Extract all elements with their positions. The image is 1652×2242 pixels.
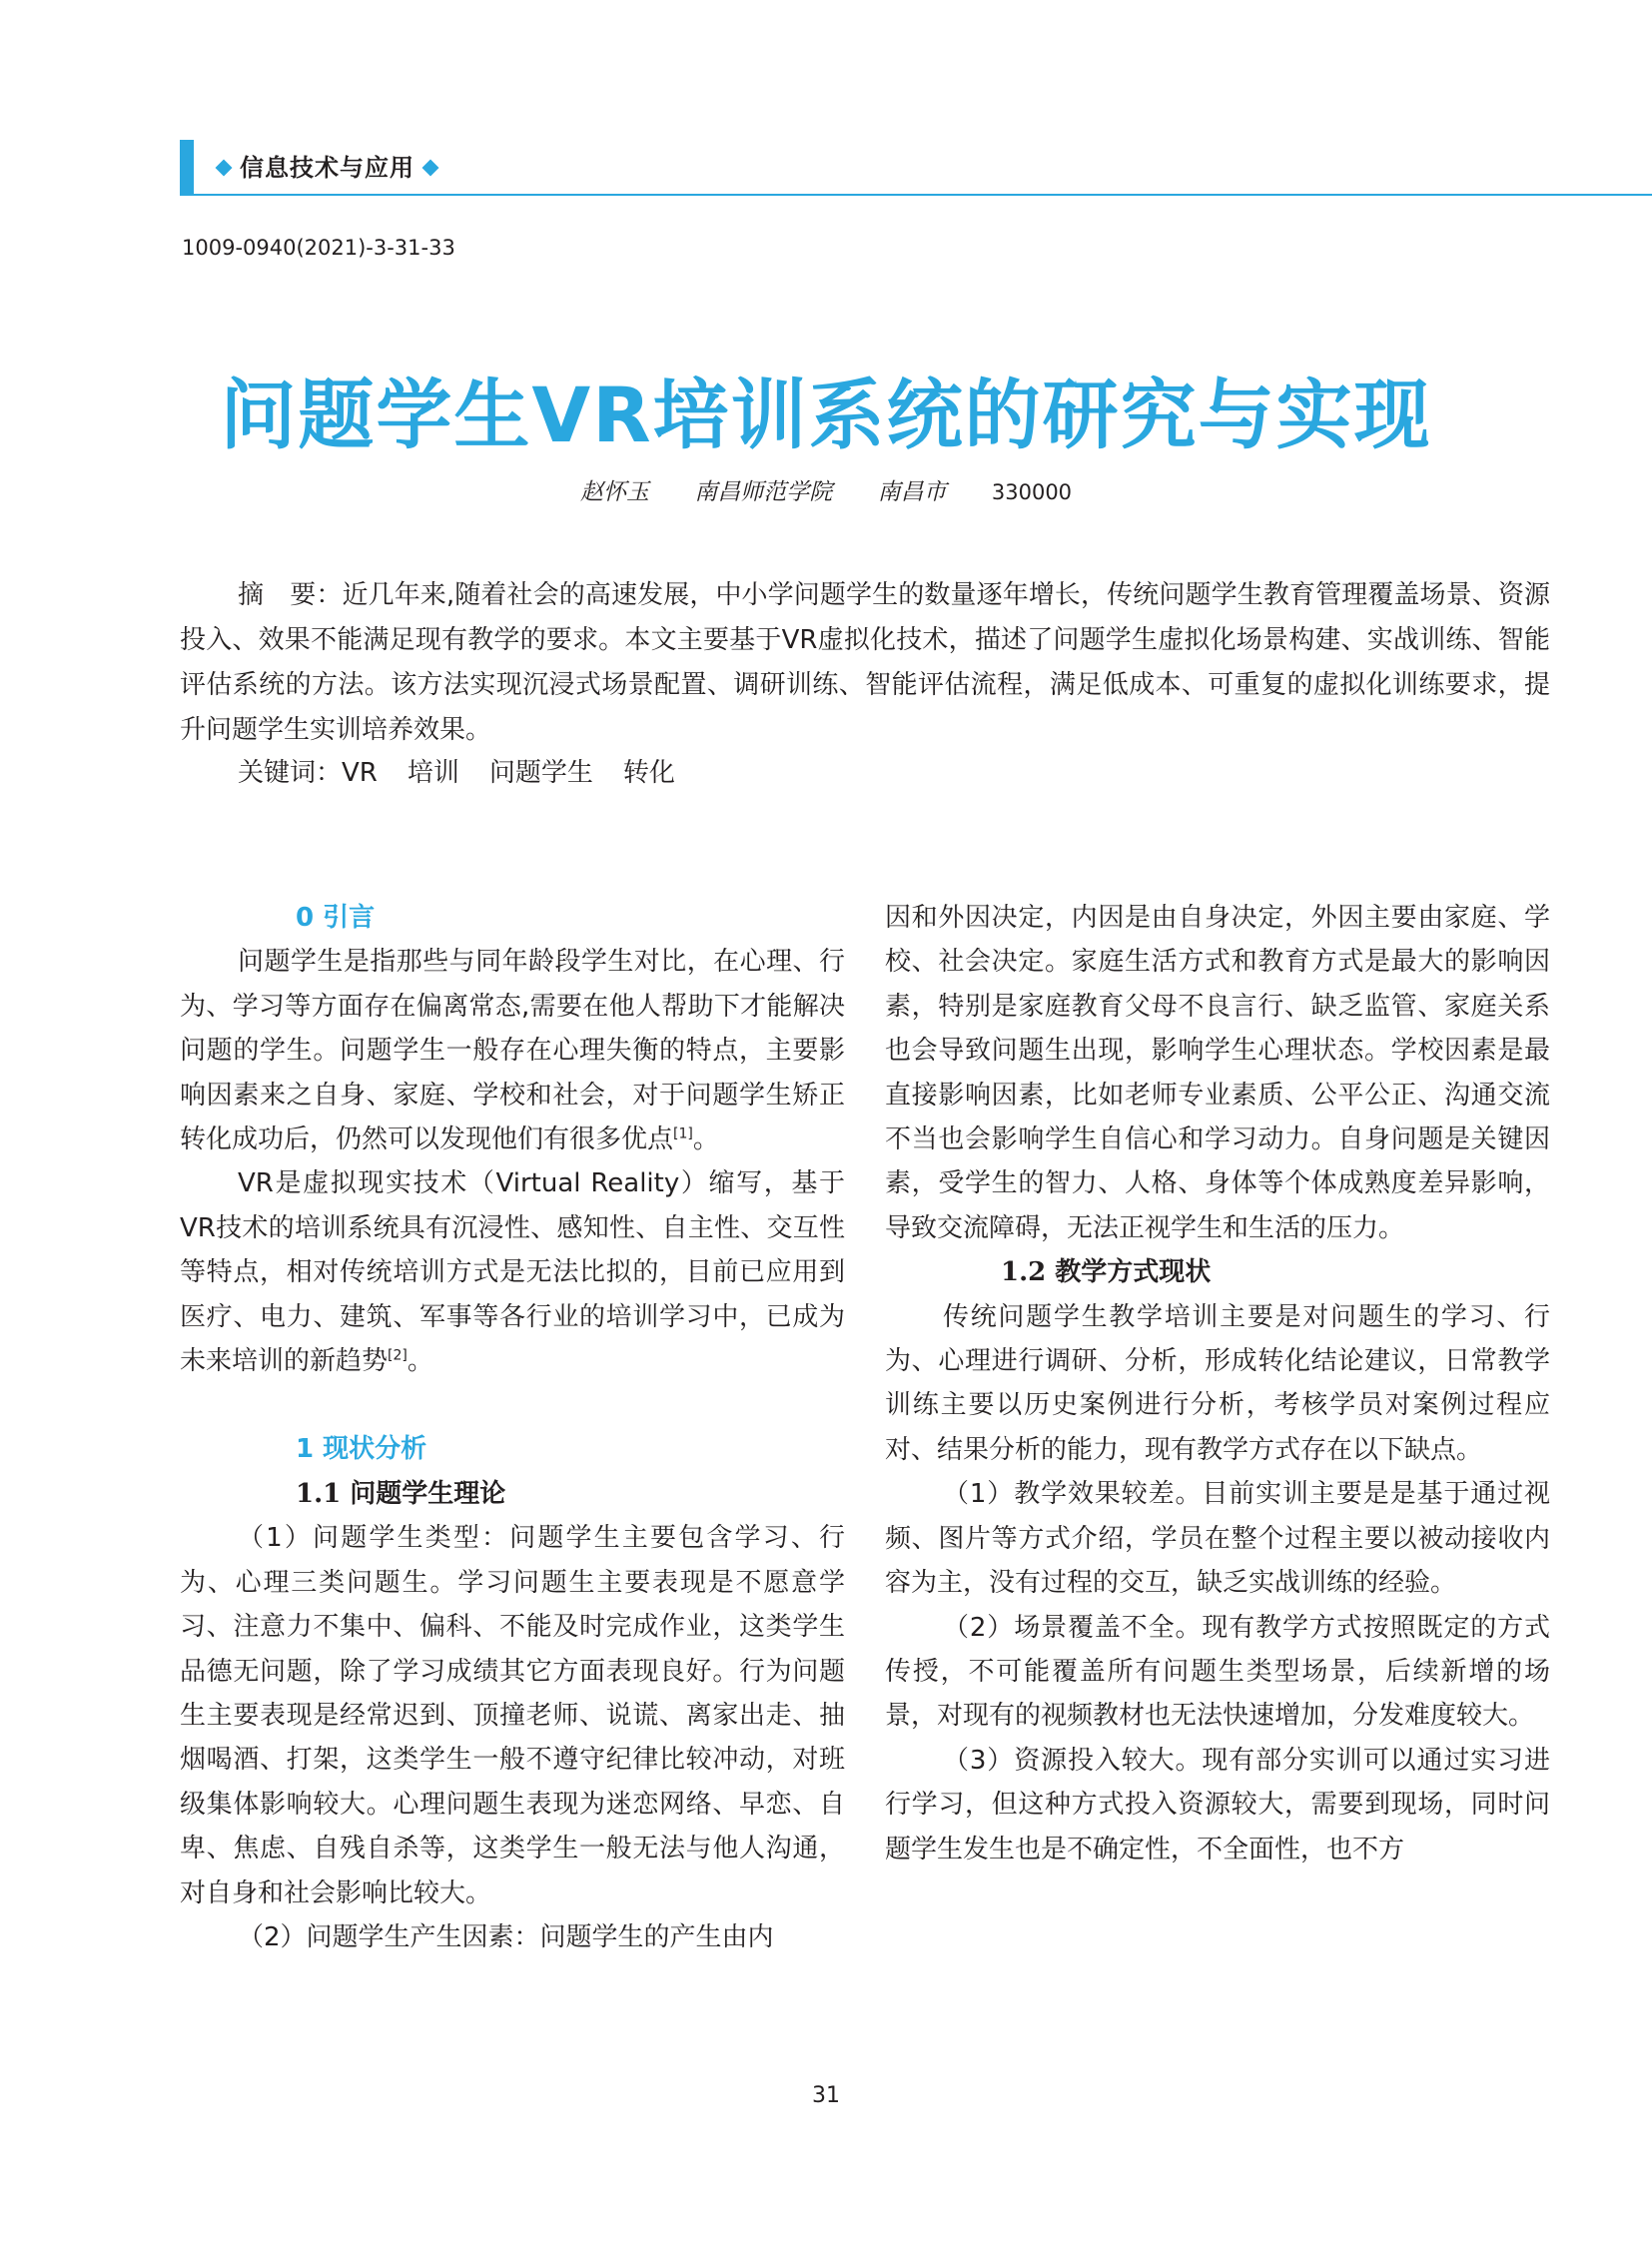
keyword-item: 培训 <box>407 758 459 788</box>
paragraph: 传统问题学生教学培训主要是对问题生的学习、行为、心理进行调研、分析，形成转化结论建议，日常教学训练主要以历史案例进行分析，考核学员对案例过程应对、结果分析的能力，现有教学方式存在以下缺点。 <box>885 1301 1550 1465</box>
paragraph: VR是虚拟现实技术（Virtual Reality）缩写，基于VR技术的培训系统具有沉浸性、感知性、自主性、交互性等特点，相对传统培训方式是无法比拟的，目前已应用到医疗、电力、建筑、军事等各行业的培训学习中，已成为未来培训的新趋势[2]。 <box>180 1168 845 1377</box>
abstract <box>180 573 1550 753</box>
diamond-icon <box>216 159 233 176</box>
section-label: 信息技术与应用 <box>218 148 436 183</box>
author-line <box>0 473 1652 506</box>
citation: [1] <box>673 1125 693 1142</box>
right-column <box>885 896 1550 1871</box>
subsection-heading: 1.1 问题学生理论 <box>296 1478 506 1509</box>
citation: [2] <box>388 1347 408 1364</box>
section-heading: 0 引言 <box>296 903 376 933</box>
paragraph: （3）资源投入较大。现有部分实训可以通过实习进行学习，但这种方式投入资源较大，需要到现场，同时问题学生发生也是不确定性，不全面性，也不方 <box>885 1745 1550 1865</box>
keywords <box>238 751 705 796</box>
author-zip: 330000 <box>991 480 1073 504</box>
paragraph: （2）问题学生产生因素：问题学生的产生由内 <box>238 1921 774 1952</box>
header-accent-bar <box>180 140 194 196</box>
author-city: 南昌市 <box>877 479 947 505</box>
paragraph: （2）场景覆盖不全。现有教学方式按照既定的方式传授，不可能覆盖所有问题生类型场景，后续新增的场景，对现有的视频教材也无法快速增加，分发难度较大。 <box>885 1612 1550 1732</box>
journal-section-header <box>180 140 1652 196</box>
abstract-label: 摘 要： <box>238 580 343 610</box>
author-affiliation: 南昌师范学院 <box>694 479 833 505</box>
paragraph: （1）教学效果较差。目前实训主要是是基于通过视频、图片等方式介绍，学员在整个过程主要以被动接收内容为主，没有过程的交互，缺乏实战训练的经验。 <box>885 1479 1550 1599</box>
subsection-heading: 1.2 教学方式现状 <box>1001 1257 1212 1288</box>
section-heading: 1 现状分析 <box>296 1434 427 1465</box>
paper-title: 问题学生VR培训系统的研究与实现 <box>220 371 1432 459</box>
article-code: 1009-0940(2021)-3-31-33 <box>182 236 455 260</box>
left-column <box>180 896 845 1959</box>
keyword-item: 转化 <box>622 758 675 788</box>
paragraph: （1）问题学生类型：问题学生主要包含学习、行为、心理三类问题生。学习问题生主要表现是不愿意学习、注意力不集中、偏科、不能及时完成作业，这类学生品德无问题，除了学习成绩其它方面表现良好。行为问题生主要表现是经常迟到、顶撞老师、说谎、离家出走、抽烟喝酒、打架，这类学生一般不遵守纪律比较冲动，对班级集体影响较大。心理问题生表现为迷恋网络、早恋、自卑、焦虑、自残自杀等，这类学生一般无法与他人沟通，对自身和社会影响比较大。 <box>180 1523 845 1908</box>
keyword-item: 问题学生 <box>488 758 593 788</box>
keyword-item: VR <box>342 758 378 788</box>
paragraph: 问题学生是指那些与同年龄段学生对比，在心理、行为、学习等方面存在偏离常态,需要在他人帮助下才能解决问题的学生。问题学生一般存在心理失衡的特点，主要影响因素来之自身、家庭、学校和社会，对于问题学生矫正转化成功后，仍然可以发现他们有很多优点[1]。 <box>180 947 845 1155</box>
keywords-label: 关键词： <box>238 758 343 788</box>
author-name: 赵怀玉 <box>579 479 649 505</box>
header-rule <box>194 194 1652 196</box>
paragraph: 因和外因决定，内因是由自身决定，外因主要由家庭、学校、社会决定。家庭生活方式和教育方式是最大的影响因素，特别是家庭教育父母不良言行、缺乏监管、家庭关系也会导致问题生出现，影响学生心理状态。学校因素是最直接影响因素，比如老师专业素质、公平公正、沟通交流不当也会影响学生自信心和学习动力。自身问题是关键因素，受学生的智力、人格、身体等个体成熟度差异影响，导致交流障碍，无法正视学生和生活的压力。 <box>885 903 1550 1243</box>
page-number: 31 <box>812 2083 840 2108</box>
diamond-icon <box>422 159 439 176</box>
abstract-text: 近几年来,随着社会的高速发展，中小学问题学生的数量逐年增长，传统问题学生教育管理覆盖场景、资源投入、效果不能满足现有教学的要求。本文主要基于VR虚拟化技术，描述了问题学生虚拟化场景构建、实战训练、智能评估系统的方法。该方法实现沉浸式场景配置、调研训练、智能评估流程，满足低成本、可重复的虚拟化训练要求，提升问题学生实训培养效果。 <box>180 580 1550 745</box>
